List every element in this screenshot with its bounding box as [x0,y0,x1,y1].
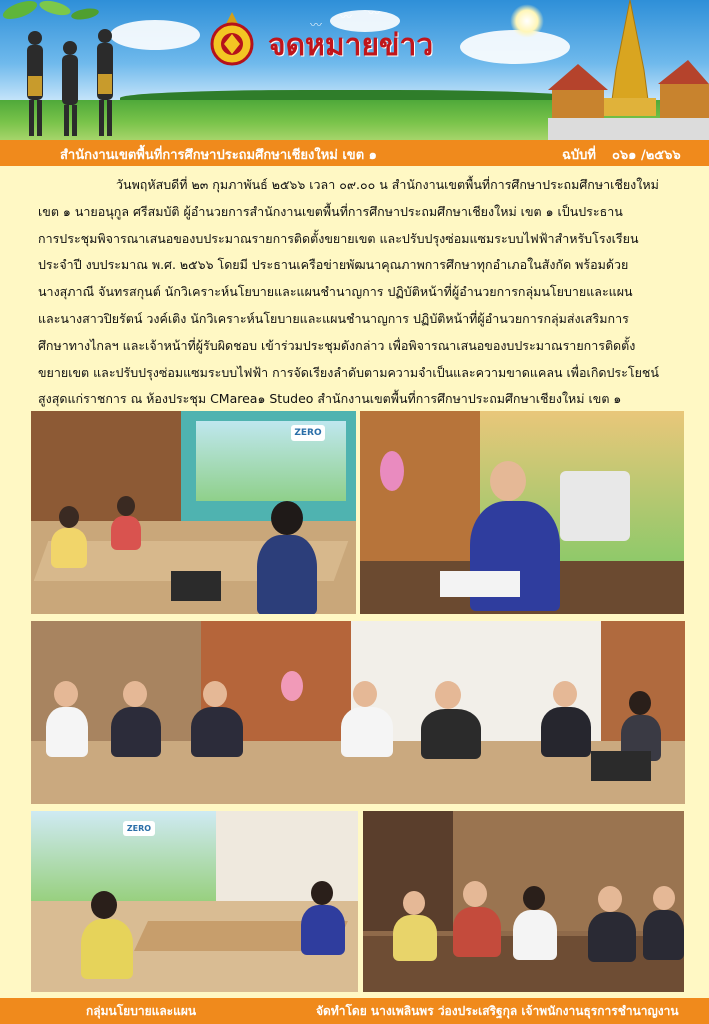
issue-label: ฉบับที่ [562,148,596,163]
sun-icon [510,4,544,38]
article-line: การประชุมพิจารณาเสนอของบประมาณรายการติดตั้งขยายเขต และปรับปรุงซ่อมแซมระบบไฟฟ้าสำหรับโรงเรียน [38,230,639,246]
article-line: ประจำปี งบประมาณ พ.ศ. ๒๕๖๖ โดยมี ประธานเครือข่ายพัฒนาคุณภาพการศึกษาทุกอำเภอในสังกัด พร้อมด้วย [38,257,629,273]
meeting-photo-3 [31,621,685,804]
article-body [38,172,678,413]
footer-band [0,998,709,1024]
footer-department: กลุ่มนโยบายและแผน [86,1004,197,1018]
article-line: สูงสุดแก่ราชการ ณ ห้องประชุม CMarea๑ Studeo สำนักงานเขตพื้นที่การศึกษาประถมศึกษาเชียงใหม่ เขต ๑ [38,391,622,407]
office-band [0,140,709,166]
footer-credit: จัดทำโดย นางเพลินพร ว่องประเสริฐกุล เจ้าพนักงานธุรการชำนาญงาน [316,1004,679,1018]
obec-emblem-logo [208,10,256,70]
meeting-photo-1 [31,411,356,614]
meeting-photo-5 [363,811,684,992]
zero-badge: ZERO [123,821,155,836]
issue-number: ๐๖๑ /๒๕๖๖ [612,148,681,163]
zero-badge: ZERO [291,425,325,441]
bird-icon: 〰 [310,18,323,32]
newsletter-title: จดหมายข่าว [268,28,434,63]
bird-icon: 〰 [368,6,381,20]
article-line: ขยายเขต และปรับปรุงซ่อมแซมระบบไฟฟ้า การจัดเรียงลำดับตามความจำเป็นและความขาดแคลน เพื่อเกิดประโยชน์ [38,364,659,380]
newsletter-header [0,0,709,140]
office-name: สำนักงานเขตพื้นที่การศึกษาประถมศึกษาเชียงใหม่ เขต ๑ [60,148,377,163]
temple-pagoda-image [548,0,709,140]
three-kings-monument-image [10,16,130,140]
article-line: และนางสาวปิยรัตน์ วงค์เติง นักวิเคราะห์นโยบายและแผนชำนาญการ ปฏิบัติหน้าที่ผู้อำนวยการกลุ่มส่งเสริมการ [38,310,629,326]
article-line: นางสุภาณี จันทรสกุนต์ นักวิเคราะห์นโยบายและแผนชำนาญการ ปฏิบัติหน้าที่ผู้อำนวยการกลุ่มนโยบายและแผน [38,284,633,300]
bird-icon: 〰 [340,10,353,24]
article-line: เขต ๑ นายอนุกูล ศรีสมบัติ ผู้อำนวยการสำนักงานเขตพื้นที่การศึกษาประถมศึกษาเชียงใหม่ เขต ๑ เป็นประธาน [38,203,623,219]
meeting-photo-2 [360,411,684,614]
article-line: วันพฤหัสบดีที่ ๒๓ กุมภาพันธ์ ๒๕๖๖ เวลา ๐๙.๐๐ น สำนักงานเขตพื้นที่การศึกษาประถมศึกษาเชียงใหม่ [116,177,659,192]
article-line: ศึกษาทางไกลฯ และเจ้าหน้าที่ผู้รับผิดชอบ เข้าร่วมประชุมดังกล่าว เพื่อพิจารณาเสนอของบประมาณรายการติดตั้ง [38,337,636,353]
meeting-photo-4 [31,811,358,992]
